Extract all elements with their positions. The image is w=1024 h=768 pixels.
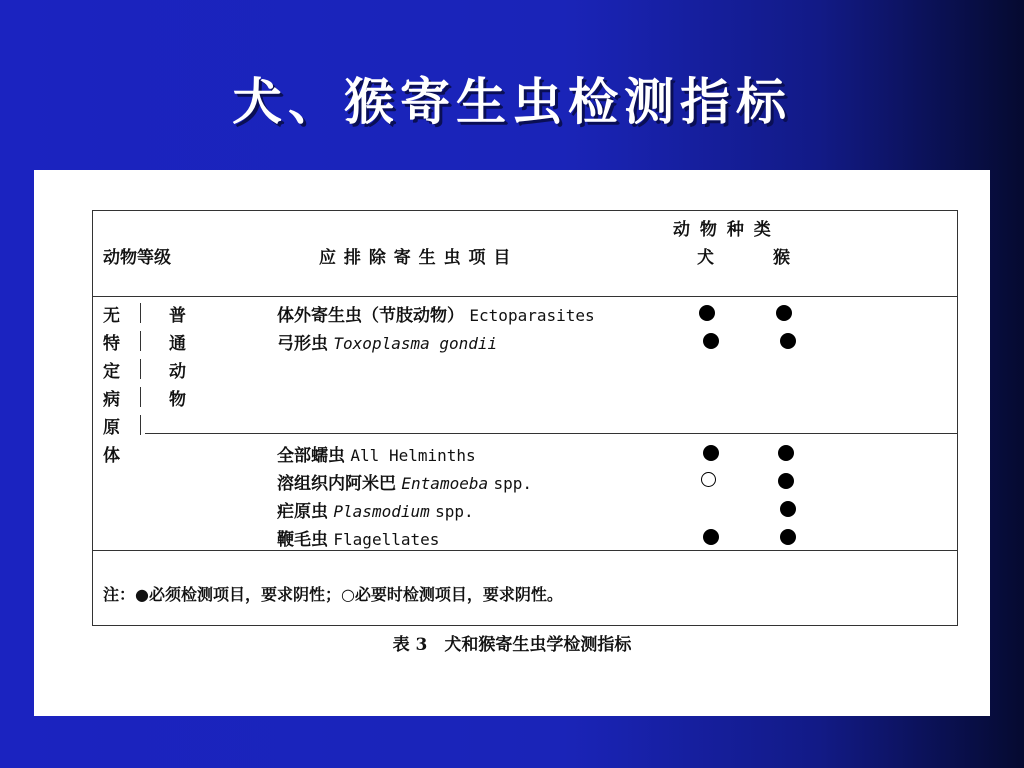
header-animal-level: 动物等级 xyxy=(103,248,171,268)
header-divider xyxy=(93,296,957,297)
header-parasite-items: 应 排 除 寄 生 虫 项 目 xyxy=(319,248,512,268)
parasite-suffix: spp. xyxy=(435,502,474,521)
group-char: 动 xyxy=(169,362,186,382)
group-divider xyxy=(140,359,141,379)
parasite-latin: Toxoplasma gondii xyxy=(333,334,498,353)
header-species: 动 物 种 类 xyxy=(673,220,773,240)
table-row xyxy=(277,329,497,354)
slide-title: 犬、猴寄生虫检测指标 xyxy=(232,72,792,131)
parasite-cn: 弓形虫 xyxy=(277,334,328,354)
parasite-latin: Plasmodium xyxy=(333,502,430,521)
table-image-panel xyxy=(34,170,990,716)
group-char: 普 xyxy=(169,306,186,326)
required-dot-icon xyxy=(780,333,796,349)
table-row xyxy=(277,301,595,326)
group-char: 特 xyxy=(103,334,120,354)
group-separator xyxy=(145,433,957,434)
group-char: 无 xyxy=(103,306,120,326)
group-divider xyxy=(140,415,141,435)
table-row xyxy=(277,497,474,522)
required-dot-icon xyxy=(703,445,719,461)
group-char: 体 xyxy=(103,446,120,466)
group-char: 物 xyxy=(169,390,186,410)
required-dot-icon xyxy=(699,305,715,321)
table-caption: 表 3 犬和猴寄生虫学检测指标 xyxy=(392,635,632,655)
header-monkey: 猴 xyxy=(773,248,790,268)
group-char: 通 xyxy=(169,334,186,354)
parasite-en: All Helminths xyxy=(350,446,476,465)
optional-circle-icon xyxy=(701,472,716,487)
table-row xyxy=(277,441,476,466)
table-row xyxy=(277,469,532,494)
required-dot-icon xyxy=(778,473,794,489)
parasite-cn: 鞭毛虫 xyxy=(277,530,328,550)
parasite-en: Flagellates xyxy=(333,530,440,549)
required-dot-icon xyxy=(703,333,719,349)
required-dot-icon xyxy=(703,529,719,545)
group-divider xyxy=(140,387,141,407)
parasite-suffix: spp. xyxy=(493,474,533,493)
required-dot-icon xyxy=(778,445,794,461)
required-dot-icon xyxy=(776,305,792,321)
header-dog: 犬 xyxy=(697,248,714,268)
parasite-cn: 体外寄生虫（节肢动物） xyxy=(277,306,464,326)
parasite-en: Ectoparasites xyxy=(469,306,595,325)
group-divider xyxy=(140,303,141,323)
table-note: 注：●必须检测项目，要求阴性；○必要时检测项目，要求阴性。 xyxy=(103,585,563,604)
required-dot-icon xyxy=(780,501,796,517)
parasite-cn: 溶组织内阿米巴 xyxy=(277,474,396,494)
parasite-cn: 疟原虫 xyxy=(277,502,328,522)
table-row xyxy=(277,525,439,550)
parasite-cn: 全部蠕虫 xyxy=(277,446,345,466)
group-char: 定 xyxy=(103,362,120,382)
parasite-latin: Entamoeba xyxy=(401,474,489,493)
required-dot-icon xyxy=(780,529,796,545)
group-char: 病 xyxy=(103,390,120,410)
group-char: 原 xyxy=(103,418,120,438)
note-divider xyxy=(93,550,957,551)
parasite-table xyxy=(92,210,958,626)
group-divider xyxy=(140,331,141,351)
